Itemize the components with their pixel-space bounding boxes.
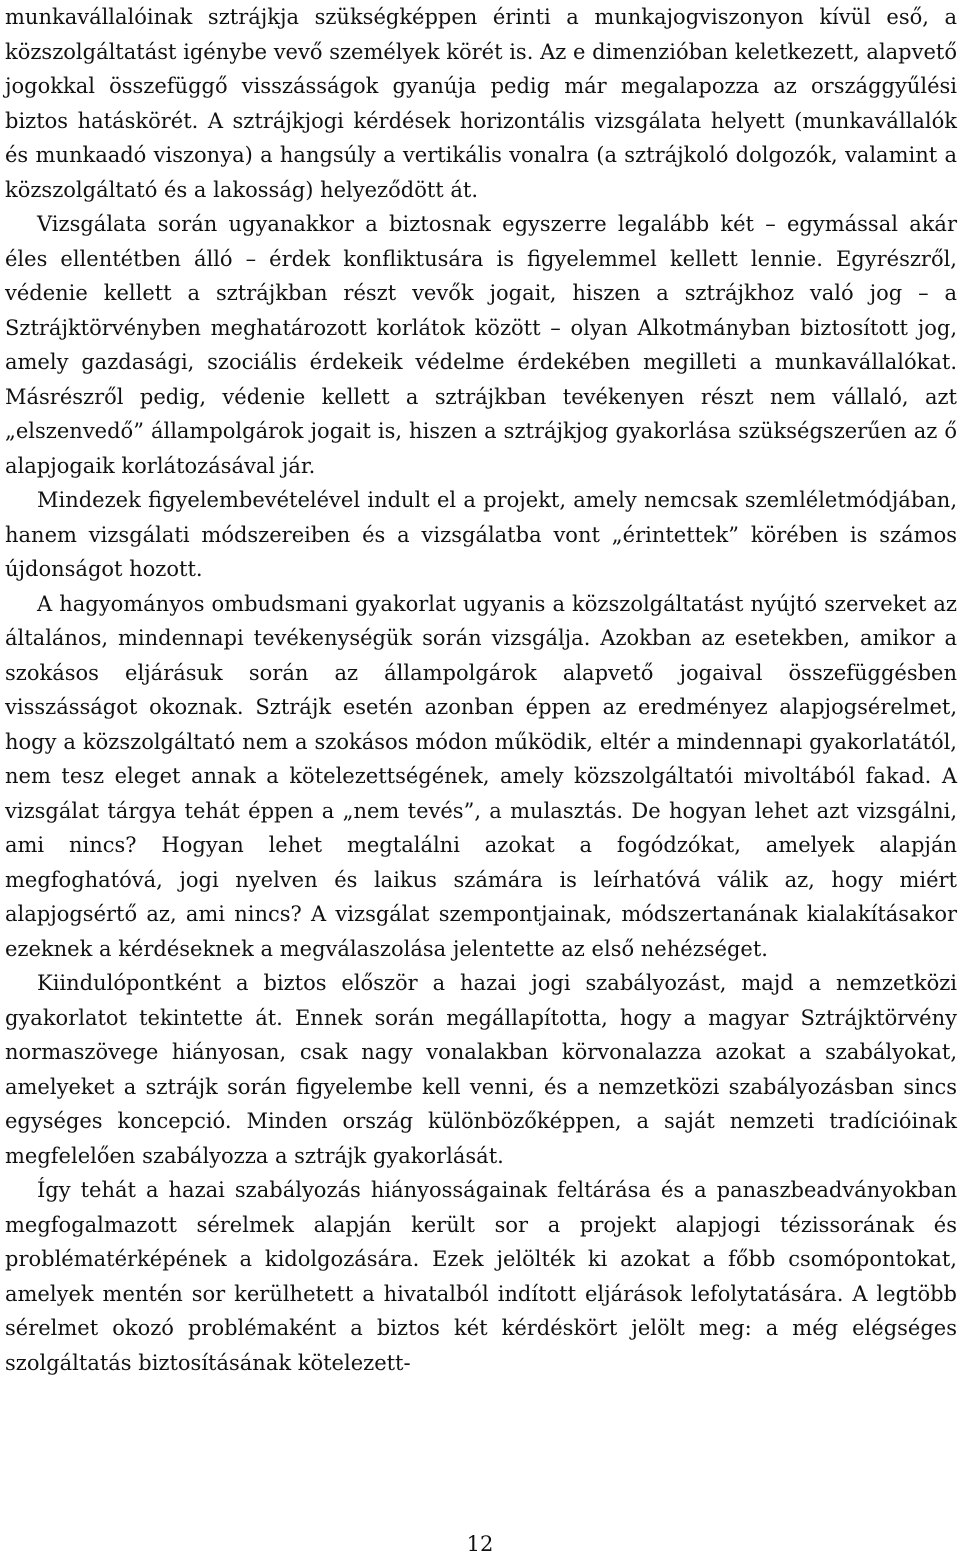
- paragraph-5: Kiindulópontként a biztos először a hazai jogi szabályozást, majd a nemzetközi gyakorlatot tekintette át. Ennek során megállapította, hogy a magyar Sztrájktörvény normaszövege hiányosan, csak nagy vonalakban körvonalazza azokat a szabályokat, amelyeket a sztrájk során figyelembe kell venni, és a nemzetközi szabályozásban sincs egységes koncepció. Minden ország különbözőképpen, a saját nemzeti tradícióinak megfelelően szabályozza a sztrájk gyakorlását.: [5, 971, 957, 1168]
- document-page: [5, 0, 957, 1380]
- paragraph-2: Vizsgálata során ugyanakkor a biztosnak egyszerre legalább két – egymással akár éles ellentétben álló – érdek konfliktusára is figyelemmel kellett lennie. Egyrészről, védenie kellett a sztrájkban részt vevők jogait, hiszen a sztrájkhoz való jog – a Sztrájktörvényben meghatározott korlátok között – olyan Alkotmányban biztosított jog, amely gazdasági, szociális érdekeik védelme érdekében megilleti a munkavállalókat. Másrészről pedig, védenie kellett a sztrájkban tevékenyen részt nem vállaló, azt „elszenvedő” állampolgárok jogait is, hiszen a sztrájkjog gyakorlása szükségszerűen az ő alapjogaik korlátozásával jár.: [5, 212, 957, 478]
- paragraph-6: Így tehát a hazai szabályozás hiányosságainak feltárása és a panaszbeadványokban megfogalmazott sérelmek alapján került sor a projekt alapjogi tézissorának és problématérképének a kidolgozására. Ezek jelölték ki azokat a főbb csomópontokat, amelyek mentén sor kerülhetett a hivatalból indított eljárások lefolytatására. A legtöbb sérelmet okozó problémaként a biztos két kérdéskört jelölt meg: a még elégséges szolgáltatás biztosításának kötelezett-: [5, 1178, 957, 1375]
- page-number: 12: [466, 1532, 494, 1556]
- paragraph-4: A hagyományos ombudsmani gyakorlat ugyanis a közszolgáltatást nyújtó szerveket az általános, mindennapi tevékenységük során vizsgálja. Azokban az esetekben, amikor a szokásos eljárásuk során az állampolgárok alapvető jogaival összefüggésben visszásságot okoznak. Sztrájk esetén azonban éppen az eredményez alapjogsérelmet, hogy a közszolgáltató nem a szokásos módon működik, eltér a mindennapi gyakorlatától, nem tesz eleget annak a kötelezettségének, amely közszolgáltatói mivoltából fakad. A vizsgálat tárgya tehát éppen a „nem tevés”, a mulasztás. De hogyan lehet azt vizsgálni, ami nincs? Hogyan lehet megtalálni azokat a fogódzókat, amelyek alapján megfoghatóvá, jogi nyelven és laikus számára is leírhatóvá válik az, hogy miért alapjogsértő az, ami nincs? A vizsgálat szempontjainak, módszertanának kialakításakor ezeknek a kérdéseknek a megválaszolása jelentette az első nehézséget.: [5, 591, 957, 961]
- paragraph-1: munkavállalóinak sztrájkja szükségképpen érinti a munkajogviszonyon kívül eső, a közszolgáltatást igénybe vevő személyek körét is. Az e dimenzióban keletkezett, alapvető jogokkal összefüggő visszásságok gyanúja pedig már megalapozza az országgyűlési biztos hatáskörét. A sztrájkjogi kérdések horizontális vizsgálata helyett (munkavállalók és munkaadó viszonya) a hangsúly a vertikális vonalra (a sztrájkoló dolgozók, valamint a közszolgáltató és a lakosság) helyeződött át.: [5, 5, 957, 202]
- paragraph-3: Mindezek figyelembevételével indult el a projekt, amely nemcsak szemléletmódjában, hanem vizsgálati módszereiben és a vizsgálatba vont „érintettek” körében is számos újdonságot hozott.: [5, 488, 957, 581]
